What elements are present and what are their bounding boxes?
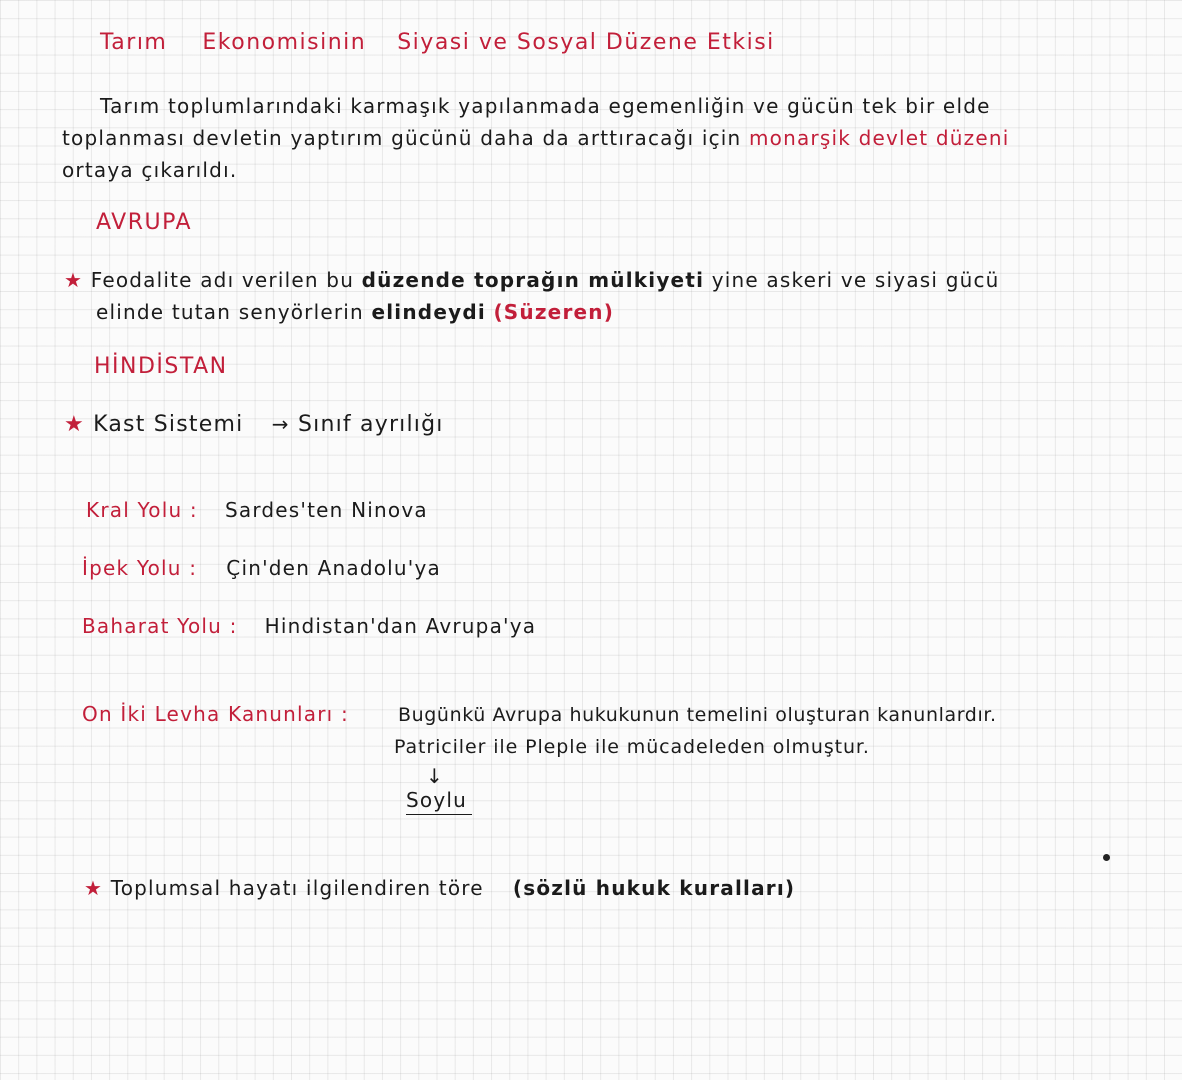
- title-word-1: Tarım: [100, 30, 168, 55]
- road-label: Kral Yolu :: [86, 498, 198, 522]
- road-value: Hindistan'dan Avrupa'ya: [264, 614, 537, 638]
- custom-law-note: (sözlü hukuk kuralları): [512, 876, 796, 900]
- title-word-2: Ekonomisinin: [202, 30, 367, 55]
- intro-line-1: Tarım toplumlarındaki karmaşık yapılanmada egemenliğin ve gücün tek bir elde: [100, 94, 991, 118]
- custom-law-text: Toplumsal hayatı ilgilendiren töre: [110, 876, 484, 900]
- road-row: [86, 498, 428, 522]
- twelve-tables-line-1: Bugünkü Avrupa hukukunun temelini oluşturan kanunlardır.: [398, 704, 997, 726]
- title-rest: Siyasi ve Sosyal Düzene Etkisi: [397, 30, 775, 55]
- caste-system-meaning: Sınıf ayrılığı: [297, 412, 444, 437]
- europe-line-1-b: düzende toprağın mülkiyeti: [361, 268, 705, 292]
- road-label: İpek Yolu :: [82, 556, 198, 580]
- section-heading-europe: AVRUPA: [96, 210, 192, 235]
- twelve-tables-label: On İki Levha Kanunları :: [82, 702, 349, 726]
- europe-line-2: [96, 300, 614, 324]
- caste-system-term: Kast Sistemi: [93, 412, 244, 437]
- road-value: Sardes'ten Ninova: [224, 498, 428, 522]
- road-value: Çin'den Anadolu'ya: [226, 556, 441, 580]
- europe-line-1-a: Feodalite adı verilen bu: [90, 268, 355, 292]
- europe-line-1-c: yine askeri ve siyasi gücü: [711, 268, 1000, 292]
- intro-line-3: ortaya çıkarıldı.: [62, 158, 238, 182]
- star-icon: ★: [84, 876, 104, 900]
- arrow-right-icon: →: [271, 412, 290, 436]
- section-heading-india: HİNDİSTAN: [94, 354, 228, 379]
- page-title: [100, 30, 775, 55]
- twelve-tables-line-2: Patriciler ile Pleple ile mücadeleden olmuştur.: [394, 736, 870, 758]
- intro-line-2-text: toplanması devletin yaptırım gücünü daha da arttıracağı için: [62, 126, 742, 150]
- road-label: Baharat Yolu :: [82, 614, 238, 638]
- soylu-note: Soylu: [406, 788, 472, 815]
- india-caste-line: [64, 412, 444, 437]
- europe-line-1: [64, 268, 1000, 292]
- custom-law-line: [84, 876, 795, 900]
- road-row: [82, 614, 536, 638]
- road-row: [82, 556, 441, 580]
- monarchy-highlight: monarşik devlet düzeni: [748, 126, 1010, 150]
- suzerain-note: (Süzeren): [493, 300, 615, 324]
- star-icon: ★: [64, 268, 84, 292]
- ink-dot: [1103, 854, 1110, 861]
- star-icon: ★: [64, 412, 85, 437]
- europe-line-2-b: elindeydi: [371, 300, 486, 324]
- intro-line-2: [62, 126, 1009, 150]
- europe-line-2-a: elinde tutan senyörlerin: [96, 300, 364, 324]
- arrow-down-icon: ↓: [426, 764, 444, 788]
